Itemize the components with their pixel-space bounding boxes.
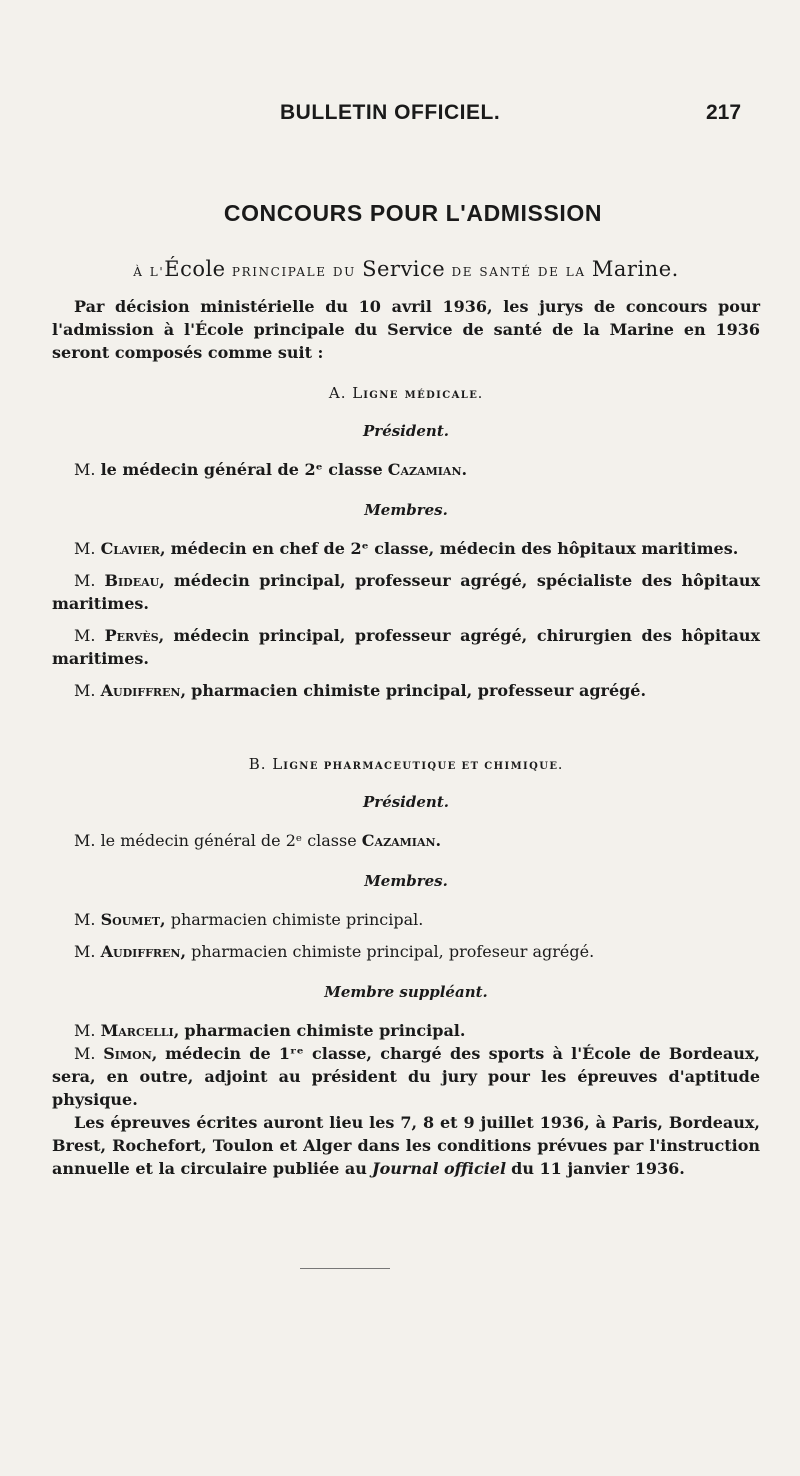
entry-desc: le médecin général de 2ᵉ classe xyxy=(100,460,383,479)
subtitle-service: Service xyxy=(362,257,446,281)
intro-paragraph xyxy=(52,295,760,364)
entry-prefix: M. xyxy=(74,626,96,645)
entry-prefix: M. xyxy=(74,681,96,700)
main-title: CONCOURS POUR L'ADMISSION xyxy=(223,200,603,226)
entry-prefix: M. xyxy=(74,539,96,558)
section-b-members-label: Membres. xyxy=(364,872,448,890)
entry-desc: médecin de 1ʳᵉ classe, chargé des sports à l'École de Bordeaux, sera, en outre, adjoint au président du jury pour les épreuves d'aptitude physique. xyxy=(52,1044,760,1109)
section-b-heading xyxy=(52,755,760,773)
section-b-ligne-cap: L xyxy=(272,755,284,773)
page-number: 217 xyxy=(706,101,742,124)
section-a-letter: A. xyxy=(328,384,347,402)
running-title: BULLETIN OFFICIEL. xyxy=(280,101,501,124)
section-a-ligne-cap: L xyxy=(352,384,364,402)
article-body xyxy=(52,200,760,1189)
section-b-substitute-label: Membre suppléant. xyxy=(324,983,488,1001)
section-a-members-label: Membres. xyxy=(364,501,448,519)
subtitle-marine: Marine. xyxy=(591,257,679,281)
entry-name: Bideau, xyxy=(104,571,165,590)
entry-prefix: M. xyxy=(74,1044,96,1063)
section-b-president-label: Président. xyxy=(363,793,449,811)
section-a-kind: MÉDICALE. xyxy=(404,390,484,401)
section-a-member-1 xyxy=(52,537,760,560)
entry-name: Marcelli, xyxy=(100,1021,180,1040)
section-a-ligne-rest: IGNE xyxy=(363,390,399,401)
journal-officiel-reference: Journal officiel xyxy=(372,1159,507,1178)
subtitle-a: À xyxy=(133,265,144,279)
entry-prefix: M. xyxy=(74,460,96,479)
running-header xyxy=(0,101,800,131)
section-b-letter: B. xyxy=(248,755,267,773)
section-a-president-entry xyxy=(52,458,760,481)
entry-desc: médecin principal, professeur agrégé, chirurgien des hôpitaux maritimes. xyxy=(52,626,760,668)
subtitle-ecole: École xyxy=(164,257,226,281)
section-b-substitute-entry xyxy=(52,1019,760,1042)
section-a-heading xyxy=(52,384,760,402)
entry-desc: médecin principal, professeur agrégé, spécialiste des hôpitaux maritimes. xyxy=(52,571,761,613)
subtitle-de2: DE xyxy=(537,265,560,279)
entry-prefix: M. xyxy=(74,1021,96,1040)
subtitle-du: DU xyxy=(332,265,356,279)
final-text-b: du 11 janvier 1936. xyxy=(511,1159,685,1178)
closing-final-paragraph xyxy=(52,1111,760,1180)
section-b-president-entry xyxy=(52,829,760,852)
section-a-member-4 xyxy=(52,679,760,702)
entry-name: Clavier, xyxy=(100,539,166,558)
entry-name: Pervès, xyxy=(104,626,165,645)
section-b-member-1 xyxy=(52,908,760,931)
entry-name: Simon, xyxy=(103,1044,158,1063)
subtitle-sante: SANTÉ xyxy=(479,265,532,279)
entry-name: Soumet, xyxy=(100,910,166,929)
subtitle-de: DE xyxy=(451,265,474,279)
entry-desc: pharmacien chimiste principal. xyxy=(184,1021,466,1040)
entry-name: Audiffren, xyxy=(100,681,187,700)
entry-prefix: M. xyxy=(74,831,96,850)
entry-desc: le médecin général de 2ᵉ classe xyxy=(100,831,357,850)
section-a-president-label: Président. xyxy=(363,422,449,440)
entry-prefix: M. xyxy=(74,942,96,961)
entry-prefix: M. xyxy=(74,571,96,590)
entry-name: Cazamian. xyxy=(387,460,468,479)
intro-text: Par décision ministérielle du 10 avril 1936, les jurys de concours pour l'admission à l'École principale du Service de santé de la Marine en 1936 seront composés comme suit : xyxy=(52,297,760,362)
section-b-member-2 xyxy=(52,940,760,963)
subtitle-la: LA xyxy=(565,265,586,279)
subtitle-principale: PRINCIPALE xyxy=(231,265,327,279)
entry-name: Audiffren, xyxy=(100,942,187,961)
subtitle-l: L' xyxy=(149,265,165,279)
entry-desc: médecin en chef de 2ᵉ classe, médecin des hôpitaux maritimes. xyxy=(170,539,739,558)
closing-simon-entry xyxy=(52,1042,760,1111)
section-a-member-3 xyxy=(52,624,760,670)
footer-rule xyxy=(300,1268,390,1269)
entry-prefix: M. xyxy=(74,910,96,929)
entry-name: Cazamian. xyxy=(361,831,442,850)
sub-title xyxy=(52,257,760,281)
entry-desc: pharmacien chimiste principal. xyxy=(170,910,424,929)
section-a-member-2 xyxy=(52,569,760,615)
section-spacer xyxy=(52,711,760,735)
entry-desc: pharmacien chimiste principal, professeur agrégé. xyxy=(191,681,647,700)
section-b-ligne-rest: IGNE PHARMACEUTIQUE ET CHIMIQUE. xyxy=(283,761,564,772)
entry-desc: pharmacien chimiste principal, profeseur agrégé. xyxy=(191,942,595,961)
final-text-a: Les épreuves écrites auront lieu les 7, 8 et 9 juillet 1936, à Paris, Bordeaux, Brest, Rochefort, Toulon et Alger dans les conditions prévues par l'instruction annuelle et la circulaire publiée au xyxy=(52,1113,760,1178)
